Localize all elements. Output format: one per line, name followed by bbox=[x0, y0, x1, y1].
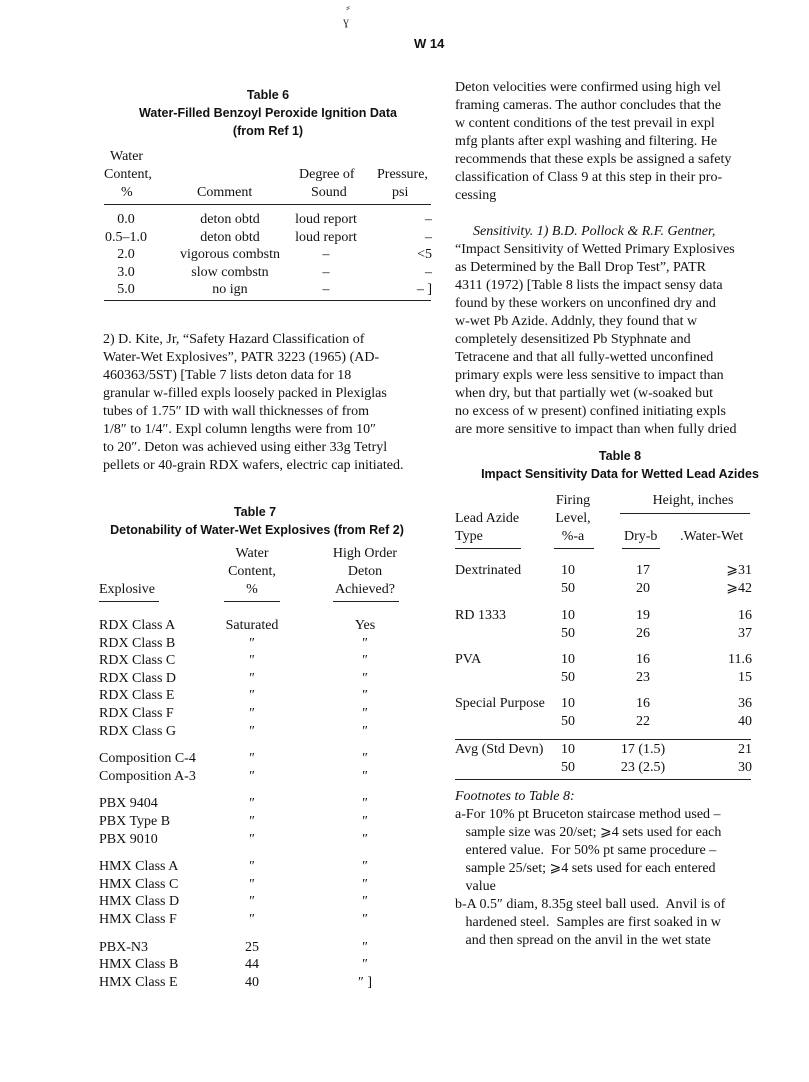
t8-type-cell: RD 1333 bbox=[455, 608, 506, 623]
t6-header-rule bbox=[104, 204, 431, 205]
footnote-line: entered value. For 50% pt same procedure – bbox=[455, 843, 717, 858]
t7-explosive-cell: PBX Type B bbox=[99, 814, 171, 829]
t8-rule-dry bbox=[622, 548, 660, 549]
t7-water-cell: ″ bbox=[249, 635, 255, 651]
t7-water-cell: ″ bbox=[249, 706, 255, 721]
t6-header-water1: Water bbox=[110, 149, 144, 164]
t7-water-cell: ″ bbox=[249, 751, 255, 767]
t7-water-cell: 25 bbox=[245, 939, 259, 955]
t7-achieved-cell: ″ bbox=[362, 957, 368, 973]
t7-achieved-cell: ″ bbox=[362, 831, 368, 847]
t7-explosive-cell: RDX Class B bbox=[99, 635, 176, 651]
t6-header-water2: Content, bbox=[104, 167, 152, 182]
t8-dry-cell: 26 bbox=[636, 625, 650, 641]
t8-wet-cell: 30 bbox=[738, 759, 752, 775]
t7-explosive-cell: RDX Class E bbox=[99, 688, 175, 704]
t7-water-cell: ″ bbox=[249, 814, 255, 829]
t7-achieved-cell: ″ bbox=[362, 768, 368, 784]
t7-header-water1: Water bbox=[235, 546, 269, 561]
t7-explosive-cell: RDX Class A bbox=[99, 618, 176, 633]
t8-dry-cell: 16 bbox=[636, 696, 650, 711]
t7-explosive-cell: Composition C-4 bbox=[99, 751, 196, 767]
t8-dry-cell: 19 bbox=[636, 608, 650, 623]
text-line: recommends that these expls be assigned a safety bbox=[455, 152, 732, 167]
t8-rule-firing bbox=[554, 548, 594, 549]
text-line: 4311 (1972) [Table 8 lists the impact sensy data bbox=[455, 278, 723, 293]
t7-achieved-cell: ″ bbox=[362, 653, 368, 669]
t6-sound-cell: loud report bbox=[295, 212, 357, 227]
t7-achieved-cell: ″ bbox=[362, 912, 368, 927]
t7-achieved-cell: ″ bbox=[362, 635, 368, 651]
t8-wet-cell: 36 bbox=[738, 696, 752, 711]
t8-type-cell: Avg (Std Devn) bbox=[455, 742, 544, 757]
t7-rule-high bbox=[333, 601, 399, 602]
t7-header-high2: Deton bbox=[347, 564, 383, 579]
t8-header-dry: Dry-b bbox=[624, 529, 658, 544]
text-line: Tetracene and that all fully-wetted unconfined bbox=[455, 350, 714, 365]
t6-header-pressure2: psi bbox=[392, 185, 409, 200]
t8-wet-cell: 16 bbox=[738, 608, 752, 623]
t7-water-cell: ″ bbox=[249, 768, 255, 784]
t7-explosive-cell: RDX Class C bbox=[99, 653, 176, 669]
table7-title: Table 7 bbox=[233, 505, 277, 519]
t6-pressure-cell: – bbox=[425, 264, 432, 280]
t7-explosive-cell: HMX Class C bbox=[99, 876, 179, 892]
t7-explosive-cell: HMX Class E bbox=[99, 974, 178, 990]
table6-source: (from Ref 1) bbox=[232, 124, 304, 138]
t6-header-degree2: Sound bbox=[311, 185, 347, 200]
text-line: 460363/5ST) [Table 7 lists deton data for 18 bbox=[103, 368, 352, 383]
text-line: no excess of w present) confined initiating expls bbox=[455, 404, 726, 419]
text-line: framing cameras. The author concludes that the bbox=[455, 98, 722, 113]
t8-header-height: Height, inches bbox=[652, 493, 734, 508]
t7-achieved-cell: ″ ] bbox=[358, 974, 372, 990]
t7-achieved-cell: ″ bbox=[362, 939, 368, 955]
t7-water-cell: ″ bbox=[249, 688, 255, 704]
t8-wet-cell: ⩾31 bbox=[726, 563, 752, 578]
footnote-line: hardened steel. Samples are first soaked in w bbox=[455, 915, 721, 930]
table6-title: Table 6 bbox=[246, 88, 290, 102]
table7-subtitle: Detonability of Water-Wet Explosives (from Ref 2) bbox=[110, 523, 404, 537]
t6-header-comment: Comment bbox=[197, 185, 253, 200]
t7-explosive-cell: HMX Class B bbox=[99, 957, 179, 973]
footnotes-title: Footnotes to Table 8: bbox=[455, 789, 575, 804]
t7-explosive-cell: PBX 9404 bbox=[99, 796, 158, 812]
t6-pressure-cell: <5 bbox=[417, 247, 432, 262]
t8-wet-cell: 40 bbox=[738, 713, 752, 729]
t6-water-cell: 0.0 bbox=[117, 212, 135, 227]
t7-explosive-cell: HMX Class F bbox=[99, 912, 177, 927]
t8-dry-cell: 17 bbox=[636, 563, 650, 578]
t6-sound-cell: loud report bbox=[295, 229, 357, 245]
para-right1 bbox=[455, 79, 731, 205]
t8-dry-cell: 16 bbox=[636, 652, 650, 667]
t8-level-cell: 10 bbox=[561, 696, 575, 711]
t6-comment-cell: no ign bbox=[212, 282, 248, 297]
t8-level-cell: 50 bbox=[561, 713, 575, 729]
t8-rule-type bbox=[455, 548, 521, 549]
t7-water-cell: 40 bbox=[245, 974, 259, 990]
t7-achieved-cell: ″ bbox=[362, 706, 368, 721]
t8-wet-cell: 11.6 bbox=[728, 652, 752, 667]
t7-explosive-cell: HMX Class A bbox=[99, 859, 179, 875]
footnote-line: b-A 0.5″ diam, 8.35g steel ball used. Anvil is of bbox=[455, 897, 726, 912]
t7-water-cell: Saturated bbox=[225, 618, 279, 633]
t7-achieved-cell: ″ bbox=[362, 751, 368, 767]
t8-header-firing1: Firing bbox=[555, 493, 591, 508]
page-number: W 14 bbox=[414, 36, 445, 51]
scan-mark: ɣ bbox=[343, 14, 349, 28]
t8-dry-cell: 22 bbox=[636, 713, 650, 729]
footnote-line: sample size was 20/set; ⩾4 sets used for each bbox=[455, 825, 722, 840]
t6-sound-cell: – bbox=[322, 282, 330, 297]
text-line: classification of Class 9 at this step in their pro- bbox=[455, 170, 723, 185]
footnote-line: sample 25/set; ⩾4 sets used for each entered bbox=[455, 861, 716, 876]
t7-header-water3: % bbox=[246, 582, 258, 597]
table8-subtitle: Impact Sensitivity Data for Wetted Lead Azides bbox=[481, 467, 759, 481]
t7-water-cell: ″ bbox=[249, 859, 255, 875]
text-line: Sensitivity. 1) B.D. Pollock & R.F. Gentner, bbox=[473, 224, 716, 239]
t8-level-cell: 10 bbox=[561, 608, 575, 623]
t8-level-cell: 10 bbox=[561, 563, 575, 578]
t6-sound-cell: – bbox=[322, 247, 330, 262]
t8-bottom-rule bbox=[455, 779, 751, 780]
para-sensitivity bbox=[455, 223, 736, 439]
t6-pressure-cell: – bbox=[425, 212, 432, 227]
text-line: Water-Wet Explosives”, PATR 3223 (1965) (AD- bbox=[103, 350, 380, 365]
footnote-line: value bbox=[455, 879, 496, 894]
t6-bottom-rule bbox=[104, 300, 431, 301]
t7-rule-water bbox=[224, 601, 280, 602]
t7-explosive-cell: PBX 9010 bbox=[99, 831, 158, 847]
footnote-line: a-For 10% pt Bruceton staircase method used – bbox=[455, 807, 721, 822]
t7-achieved-cell: ″ bbox=[362, 814, 368, 829]
t8-level-cell: 10 bbox=[561, 652, 575, 667]
t7-water-cell: ″ bbox=[249, 894, 255, 910]
t6-header-degree1: Degree of bbox=[299, 167, 355, 182]
t6-comment-cell: slow combstn bbox=[191, 264, 269, 280]
t7-achieved-cell: ″ bbox=[362, 876, 368, 892]
t7-water-cell: ″ bbox=[249, 653, 255, 669]
t8-rule-height bbox=[620, 513, 750, 514]
text-line: completely desensitized Pb Styphnate and bbox=[455, 332, 691, 347]
t8-level-cell: 50 bbox=[561, 580, 575, 596]
t8-header-firing3: %-a bbox=[561, 529, 585, 544]
t7-water-cell: ″ bbox=[249, 831, 255, 847]
t8-header-wet: .Water-Wet bbox=[680, 529, 744, 544]
t8-level-cell: 50 bbox=[561, 759, 575, 775]
t7-water-cell: 44 bbox=[245, 957, 259, 973]
text-line: “Impact Sensitivity of Wetted Primary Explosives bbox=[455, 242, 735, 257]
t8-wet-cell: ⩾42 bbox=[726, 580, 752, 596]
text-line: when dry, but that partially wet (w-soaked but bbox=[455, 386, 714, 401]
footnote-line: and then spread on the anvil in the wet state bbox=[455, 933, 711, 948]
t7-explosive-cell: Composition A-3 bbox=[99, 768, 196, 784]
t6-header-pressure1: Pressure, bbox=[377, 167, 428, 182]
text-line: 2) D. Kite, Jr, “Safety Hazard Classification of bbox=[103, 332, 365, 347]
t8-header-type2: Type bbox=[455, 529, 483, 544]
text-line: found by these workers on unconfined dry and bbox=[455, 296, 716, 311]
table6-subtitle: Water-Filled Benzoyl Peroxide Ignition Data bbox=[139, 106, 397, 120]
text-line: Deton velocities were confirmed using high vel bbox=[455, 80, 721, 95]
t8-type-cell: Dextrinated bbox=[455, 563, 522, 578]
t7-explosive-cell: RDX Class F bbox=[99, 706, 174, 721]
t7-header-high3: Achieved? bbox=[335, 582, 395, 597]
t7-water-cell: ″ bbox=[249, 723, 255, 739]
text-line: granular w-filled expls loosely packed in Plexiglas bbox=[103, 386, 387, 401]
t6-comment-cell: deton obtd bbox=[200, 212, 260, 227]
t8-level-cell: 50 bbox=[561, 625, 575, 641]
text-line: w-wet Pb Azide. Addnly, they found that w bbox=[455, 314, 698, 329]
t6-pressure-cell: – ] bbox=[416, 282, 432, 297]
t7-water-cell: ″ bbox=[249, 912, 255, 927]
t8-dry-cell: 23 (2.5) bbox=[620, 759, 666, 775]
text-line: 1/8″ to 1/4″. Expl column lengths were from 10″ bbox=[103, 422, 376, 437]
t7-explosive-cell: HMX Class D bbox=[99, 894, 180, 910]
t6-comment-cell: deton obtd bbox=[200, 229, 260, 245]
text-line: as Determined by the Ball Drop Test”, PATR bbox=[455, 260, 706, 275]
t8-level-cell: 10 bbox=[561, 742, 575, 757]
t6-water-cell: 0.5–1.0 bbox=[105, 229, 147, 245]
t8-wet-cell: 21 bbox=[738, 742, 752, 757]
t7-achieved-cell: ″ bbox=[362, 859, 368, 875]
t7-achieved-cell: ″ bbox=[362, 894, 368, 910]
table8-title: Table 8 bbox=[598, 449, 642, 463]
text-line: mfg plants after expl washing and filtering. He bbox=[455, 134, 718, 149]
t7-water-cell: ″ bbox=[249, 670, 255, 686]
t7-explosive-cell: RDX Class G bbox=[99, 723, 177, 739]
para-kite bbox=[103, 331, 404, 475]
t8-type-cell: PVA bbox=[455, 652, 482, 667]
scan-mark: ⸗ bbox=[346, 0, 350, 14]
text-line: primary expls were less sensitive to impact than bbox=[455, 368, 724, 383]
t6-pressure-cell: – bbox=[425, 229, 432, 245]
t8-level-cell: 50 bbox=[561, 669, 575, 685]
t8-dry-cell: 23 bbox=[636, 669, 650, 685]
text-line: cessing bbox=[455, 188, 497, 203]
text-line: to 20″. Deton was achieved using either 33g Tetryl bbox=[103, 440, 388, 455]
t7-achieved-cell: ″ bbox=[362, 796, 368, 812]
t6-sound-cell: – bbox=[322, 264, 330, 280]
t6-water-cell: 2.0 bbox=[117, 247, 135, 262]
t8-dry-cell: 20 bbox=[636, 580, 650, 596]
t6-comment-cell: vigorous combstn bbox=[180, 247, 280, 262]
t7-header-high1: High Order bbox=[332, 546, 398, 561]
t8-wet-cell: 15 bbox=[738, 669, 752, 685]
t7-explosive-cell: PBX-N3 bbox=[99, 939, 149, 955]
t8-header-type1: Lead Azide bbox=[455, 511, 520, 526]
t6-header-water3: % bbox=[121, 185, 133, 200]
t7-header-water2: Content, bbox=[228, 564, 276, 579]
t6-water-cell: 3.0 bbox=[117, 264, 135, 280]
text-line: are more sensitive to impact than when fully dried bbox=[455, 422, 737, 437]
text-line: w content conditions of the test prevail in expl bbox=[455, 116, 715, 131]
t7-achieved-cell: ″ bbox=[362, 723, 368, 739]
t8-header-firing2: Level, bbox=[555, 511, 591, 526]
t7-explosive-cell: RDX Class D bbox=[99, 670, 177, 686]
text-line: tubes of 1.75″ ID with wall thicknesses of from bbox=[103, 404, 369, 419]
footnotes bbox=[455, 788, 725, 950]
t8-dry-cell: 17 (1.5) bbox=[620, 742, 666, 757]
t6-water-cell: 5.0 bbox=[117, 282, 135, 297]
t8-rule-avg-top bbox=[455, 739, 751, 740]
t8-wet-cell: 37 bbox=[738, 625, 752, 641]
t8-type-cell: Special Purpose bbox=[455, 696, 545, 711]
t7-achieved-cell: ″ bbox=[362, 688, 368, 704]
text-line: pellets or 40-grain RDX wafers, electric cap initiated. bbox=[103, 458, 404, 473]
t7-water-cell: ″ bbox=[249, 876, 255, 892]
t7-achieved-cell: ″ bbox=[362, 670, 368, 686]
t7-header-explosive: Explosive bbox=[99, 582, 155, 597]
t7-achieved-cell: Yes bbox=[354, 618, 376, 633]
t7-water-cell: ″ bbox=[249, 796, 255, 812]
t7-rule-explosive bbox=[99, 601, 159, 602]
